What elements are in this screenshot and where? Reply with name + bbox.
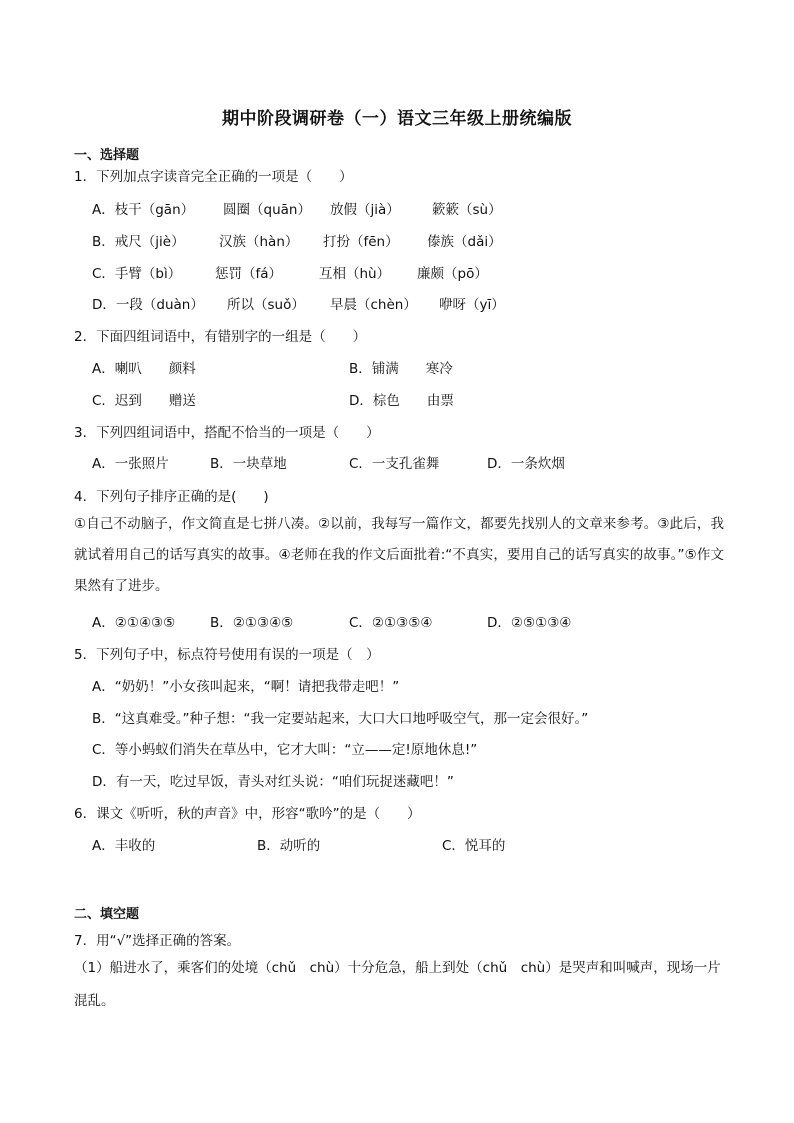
question-3-stem: 3．下列四组词语中，搭配不恰当的一项是（ ） [74, 425, 380, 441]
question-4-passage: ①自己不动脑子，作文简直是七拼八凑。②以前，我每写一篇作文，都要先找别人的文章来参考。③此后，我就试着用自己的话写真实的故事。④老师在我的作文后面批着:“不真实，要用自己的话写真实的故事。”⑤作文果然有了进步。 [74, 516, 724, 594]
option-item: 打扮（fēn） [323, 234, 399, 250]
option-a: A．喇叭 颜料 [92, 361, 196, 377]
option-b: B．动听的 [257, 838, 321, 854]
option-c: C．悦耳的 [442, 838, 506, 854]
option-b: B．铺满 寒冷 [349, 361, 453, 377]
option-item: 咿呀（yī） [439, 297, 505, 313]
option-item: 傣族（dǎi） [427, 234, 502, 250]
option-b: B．一块草地 [210, 456, 287, 472]
option-item: B．戒尺（jiè） [92, 234, 185, 250]
question-4-stem: 4．下列句子排序正确的是( ) [74, 489, 269, 505]
option-c: C．迟到 赠送 [92, 393, 196, 409]
option-item: 放假（jià） [330, 202, 400, 218]
option-item: 所以（suǒ） [227, 297, 305, 313]
option-a: A．一张照片 [92, 456, 169, 472]
page-title: 期中阶段调研卷（一）语文三年级上册统编版 [222, 109, 572, 129]
option-b: B．②①③④⑤ [210, 615, 294, 631]
option-item: 早晨（chèn） [330, 297, 417, 313]
question-6-stem: 6．课文《听听，秋的声音》中，形容“歌吟”的是（ ） [74, 806, 421, 822]
option-item: D．一段（duàn） [92, 297, 204, 313]
option-d: D．棕色 由票 [349, 393, 454, 409]
option-item: A．枝干（gān） [92, 202, 195, 218]
option-item: 簌簌（sù） [432, 202, 502, 218]
question-1-stem: 1．下列加点字读音完全正确的一项是（ ） [74, 169, 353, 185]
section-fill-heading: 二、填空题 [74, 907, 140, 922]
option-c: C．等小蚂蚁们消失在草丛中，它才大叫：“立——定!原地休息!” [92, 742, 478, 758]
question-7-passage: （1）船进水了，乘客们的处境（chǔ chù）十分危急，船上到处（chǔ chù）是哭声和叫喊声，现场一片混乱。 [74, 960, 721, 1009]
option-item: C．手臂（bì） [92, 266, 182, 282]
option-c: C．一支孔雀舞 [349, 456, 440, 472]
option-d: D．有一天，吃过早饭，青头对红头说：“咱们玩捉迷藏吧！” [92, 774, 454, 790]
question-5-stem: 5．下列句子中，标点符号使用有误的一项是（ ） [74, 647, 380, 663]
question-7-stem: 7．用“√”选择正确的答案。 [74, 933, 241, 949]
section-choice-heading: 一、选择题 [74, 148, 140, 163]
option-d: D．②⑤①③④ [487, 615, 572, 631]
option-a: A．丰收的 [92, 838, 156, 854]
option-c: C．②①③⑤④ [349, 615, 433, 631]
option-item: 圆圈（quān） [223, 202, 311, 218]
option-item: 互相（hù） [319, 266, 391, 282]
option-d: D．一条炊烟 [487, 456, 565, 472]
option-item: 廉颇（pō） [417, 266, 488, 282]
option-a: A．“奶奶！”小女孩叫起来，“啊！请把我带走吧！” [92, 679, 400, 695]
option-item: 惩罚（fá） [215, 266, 283, 282]
option-item: 汉族（hàn） [219, 234, 299, 250]
option-a: A．②①④③⑤ [92, 615, 176, 631]
question-2-stem: 2．下面四组词语中，有错别字的一组是（ ） [74, 329, 367, 345]
option-b: B．“这真难受。”种子想：“我一定要站起来，大口大口地呼吸空气，那一定会很好。” [92, 711, 589, 727]
